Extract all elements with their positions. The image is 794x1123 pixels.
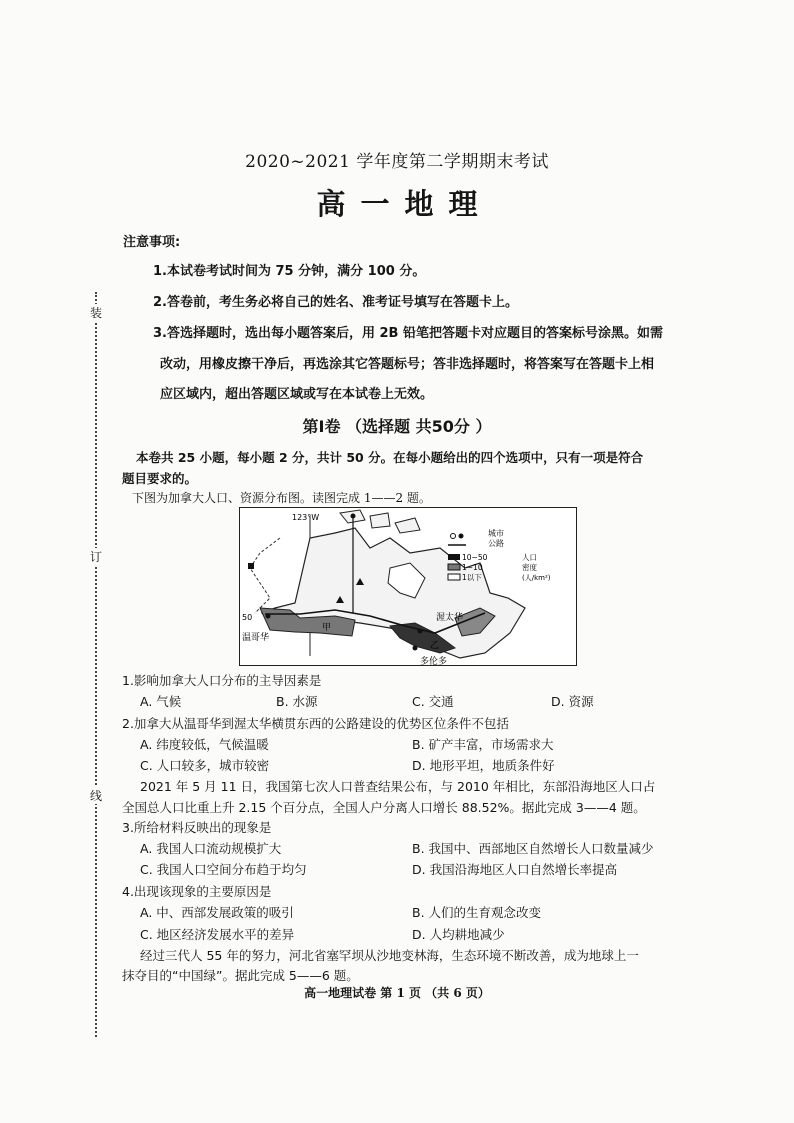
question-1-option-c: C. 交通 [412, 694, 454, 709]
passage-1-line-1: 2021 年 5 月 11 日，我国第七次人口普查结果公布，与 2010 年相比，东部沿海地区人口占 [140, 779, 656, 794]
label-ottawa: 渥太华 [436, 613, 464, 623]
city-toronto [413, 646, 418, 651]
section-intro-line-1: 本卷共 25 小题，每小题 2 分，共计 50 分。在每小题给出的四个选项中，只有一项是符合 [136, 450, 644, 465]
question-1-option-d: D. 资源 [551, 694, 594, 709]
passage-2-line-2: 抹夺目的“中国绿”。据此完成 5——6 题。 [122, 968, 359, 983]
legend-density-label: 密度 [522, 563, 537, 572]
city-vancouver [266, 614, 271, 619]
legend-city-symbol [451, 534, 456, 539]
question-3-option-a: A. 我国人口流动规模扩大 [140, 841, 282, 856]
city-north [351, 514, 356, 519]
question-3-option-b: B. 我国中、西部地区自然增长人口数量减少 [412, 841, 654, 856]
section-title: 第Ⅰ卷 （选择题 共50分 ） [302, 417, 492, 436]
question-2-option-d: D. 地形平坦，地质条件好 [412, 758, 555, 773]
legend-pop-label: 人口 [522, 553, 537, 562]
question-2-option-b: B. 矿产丰富，市场需求大 [412, 737, 554, 752]
question-1-option-b: B. 水源 [276, 694, 318, 709]
label-longitude: 123°W [292, 513, 320, 522]
canada-map-svg [240, 508, 576, 665]
legend-density-mid-label: 1~10 [462, 563, 483, 572]
binding-dotted-line [95, 292, 97, 1037]
canada-outline [262, 528, 525, 658]
passage-1-line-2: 全国总人口比重上升 2.15 个百分点，全国人户分离人口增长 88.52%。据此完成 3——4 题。 [122, 800, 646, 815]
legend-density-high [448, 554, 460, 560]
question-3-option-d: D. 我国沿海地区人口自然增长率提高 [412, 862, 618, 877]
notice-heading: 注意事项: [123, 235, 181, 250]
subject-title: 高一地理 [316, 187, 493, 221]
question-4-option-a: A. 中、西部发展政策的吸引 [140, 905, 294, 920]
exam-title: 2020~2021 学年度第二学期期末考试 [245, 152, 549, 172]
figure-lead: 下图为加拿大人口、资源分布图。读图完成 1——2 题。 [132, 491, 431, 505]
notice-item-3: 3.答选择题时，选出每小题答案后，用 2B 铅笔把答题卡对应题目的答案标号涂黑。如需 [153, 326, 663, 341]
question-4-option-c: C. 地区经济发展水平的差异 [140, 927, 295, 942]
notice-item-3-cont-1: 改动，用橡皮擦干净后，再选涂其它答题标号；答非选择题时，将答案写在答题卡上相 [160, 357, 655, 372]
legend-city-symbol-2 [459, 534, 464, 539]
canada-map [239, 507, 577, 666]
alaska-border [250, 538, 280, 613]
question-3-stem: 3.所给材料反映出的现象是 [122, 820, 272, 835]
notice-item-3-cont-2: 应区域内，超出答题区域或写在本试卷上无效。 [160, 387, 434, 402]
legend-density-high-label: 10~50 [462, 553, 488, 562]
section-intro-line-2: 题目要求的。 [122, 471, 198, 486]
label-yi: 乙 [430, 641, 440, 651]
label-vancouver: 温哥华 [242, 633, 270, 643]
question-4-option-b: B. 人们的生育观念改变 [412, 905, 542, 920]
question-4-stem: 4.出现该现象的主要原因是 [122, 884, 272, 899]
legend-density-low [448, 574, 460, 580]
notice-item-1: 1.本试卷考试时间为 75 分钟，满分 100 分。 [153, 264, 426, 279]
question-1-option-a: A. 气候 [140, 694, 182, 709]
binding-char-ding: 订 [90, 550, 103, 564]
resource-marker [248, 563, 254, 569]
label-latitude: 50 [242, 613, 253, 622]
question-1-stem: 1.影响加拿大人口分布的主导因素是 [122, 673, 322, 688]
legend-city-label: 城市 [488, 529, 504, 538]
question-3-option-c: C. 我国人口空间分布趋于均匀 [140, 862, 307, 877]
passage-2-line-1: 经过三代人 55 年的努力，河北省塞罕坝从沙地变林海，生态环境不断改善，成为地球上一 [140, 948, 639, 963]
city-ottawa [418, 629, 423, 634]
question-4-option-d: D. 人均耕地减少 [412, 927, 505, 942]
question-2-stem: 2.加拿大从温哥华到渥太华横贯东西的公路建设的优势区位条件不包括 [122, 716, 509, 731]
label-jia: 甲 [322, 623, 332, 633]
legend-density-mid [448, 564, 460, 570]
label-toronto: 多伦多 [420, 657, 448, 665]
page-footer: 高一地理试卷 第 1 页 （共 6 页） [304, 986, 490, 1000]
binding-char-xian: 线 [90, 789, 103, 803]
legend-road-label: 公路 [488, 539, 504, 548]
notice-item-2: 2.答卷前，考生务必将自己的姓名、准考证号填写在答题卡上。 [153, 295, 518, 310]
legend-unit-label: (人/km²) [522, 574, 551, 582]
question-2-option-a: A. 纬度较低，气候温暖 [140, 737, 269, 752]
binding-char-zhuang: 装 [90, 306, 103, 320]
legend-density-low-label: 1以下 [462, 573, 482, 582]
question-2-option-c: C. 人口较多，城市较密 [140, 758, 270, 773]
